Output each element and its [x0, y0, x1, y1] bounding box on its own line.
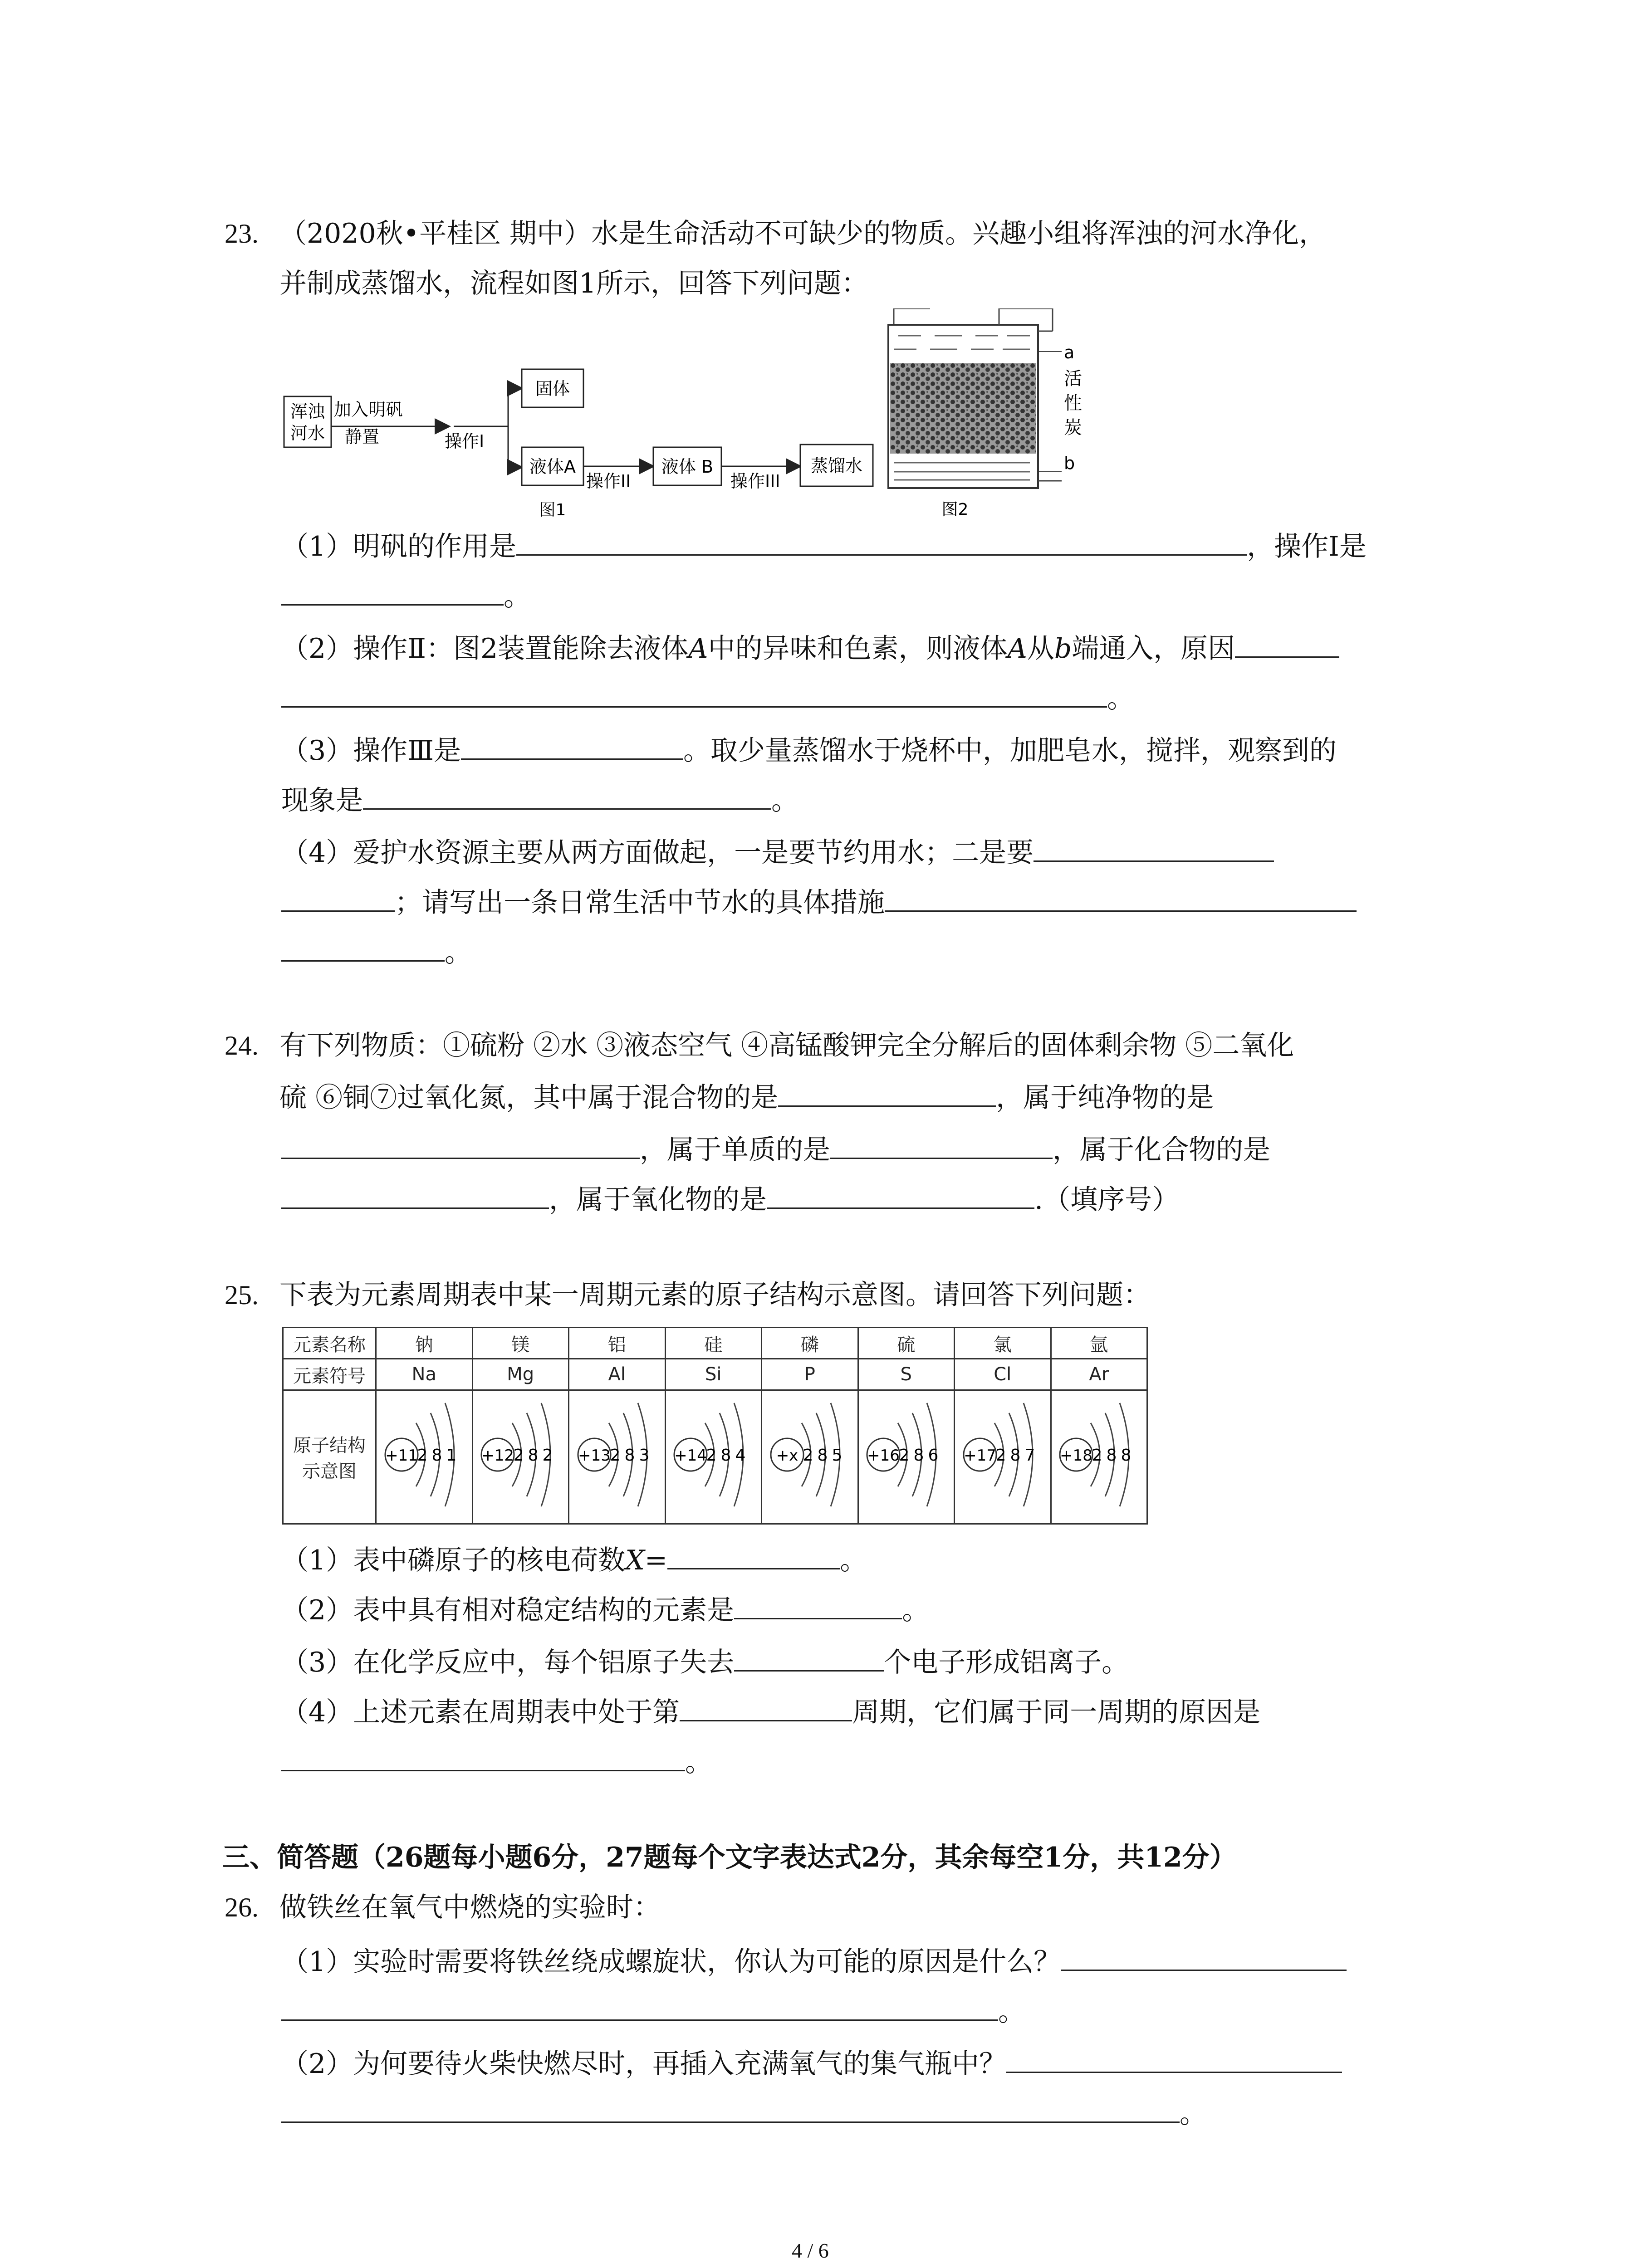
- shell-electron-count: 2: [803, 1446, 813, 1465]
- q23-part2-line2: 。: [281, 678, 1134, 717]
- shell-electron-count: 8: [817, 1446, 828, 1465]
- q25-number: 25.: [225, 1280, 259, 1310]
- q26-part1-line2: 。: [281, 1991, 1025, 2030]
- atom-diagram: [955, 1390, 1051, 1524]
- label-carbon-1: 活: [1064, 368, 1082, 389]
- element-symbol: Ar: [1051, 1359, 1147, 1390]
- q26-number: 26.: [225, 1892, 259, 1922]
- label-carbon-3: 炭: [1064, 417, 1082, 438]
- nucleus-charge: +16: [867, 1447, 900, 1465]
- q23-part3-line1: （3）操作Ⅲ是 。取少量蒸馏水于烧杯中，加肥皂水，搅拌，观察到的: [281, 730, 1337, 769]
- shell-electron-count: 2: [899, 1446, 910, 1465]
- atom-structure-svg: [379, 1391, 470, 1518]
- shell-electron-count: 8: [624, 1446, 635, 1465]
- table-row-structures: [283, 1390, 1147, 1524]
- shell-electron-count: 8: [1121, 1446, 1132, 1465]
- q26-blank-4[interactable]: [281, 2093, 1180, 2123]
- q26-part2-line1: （2）为何要待火柴快燃尽时，再插入充满氧气的集气瓶中？: [281, 2043, 1342, 2082]
- q23-part4-line1: （4）爱护水资源主要从两方面做起，一是要节约用水；二是要: [281, 832, 1274, 871]
- nucleus-charge: +14: [674, 1447, 707, 1465]
- q25-part2: （2）表中具有相对稳定结构的元素是 。: [281, 1590, 929, 1628]
- element-symbol: P: [762, 1359, 858, 1390]
- op2-label: 操作II: [586, 471, 631, 491]
- atom-diagram: [1051, 1390, 1147, 1524]
- atom-diagram: [569, 1390, 666, 1524]
- q23-part4-line3: 。: [281, 932, 472, 971]
- shell-electron-count: 2: [542, 1446, 553, 1465]
- q23-part2-line1: （2）操作Ⅱ：图2装置能除去液体A中的异味和色素，则液体A从b端通入，原因: [281, 628, 1339, 667]
- raw-water-label-1: 浑浊: [290, 401, 325, 421]
- atom-diagram: [665, 1390, 762, 1524]
- q23-part3-line2: 现象是 。: [281, 780, 798, 819]
- nucleus-charge: +13: [578, 1447, 611, 1465]
- element-name: 磷: [762, 1328, 858, 1359]
- atom-diagram: [376, 1390, 473, 1524]
- table-row-names: [283, 1328, 1147, 1359]
- q23-answer-blank-9[interactable]: [885, 882, 1357, 912]
- q23-figure1-flowchart: [281, 358, 880, 531]
- element-symbol: Na: [376, 1359, 473, 1390]
- svg-text:液体 B: 液体 B: [661, 457, 714, 477]
- q23-p1-text-b: ，操作Ⅰ是: [1247, 531, 1367, 562]
- raw-water-box: [284, 396, 331, 447]
- label-b: b: [1064, 453, 1075, 473]
- nucleus-charge: +18: [1060, 1447, 1093, 1465]
- step-settle-label: 静置: [345, 427, 380, 447]
- atom-structure-svg: [475, 1391, 566, 1518]
- element-symbol: Si: [665, 1359, 762, 1390]
- atom-structure-svg: [861, 1391, 951, 1518]
- q23-answer-blank-8[interactable]: [281, 882, 395, 912]
- element-symbol: Al: [569, 1359, 666, 1390]
- q23-answer-blank-6[interactable]: [363, 780, 771, 810]
- table-row-symbols: [283, 1359, 1147, 1390]
- q23-p1-text: （1）明矾的作用是: [281, 531, 517, 562]
- shell-electron-count: 3: [639, 1446, 650, 1465]
- q25-blank-electrons[interactable]: [734, 1642, 884, 1672]
- element-name: 硅: [665, 1328, 762, 1359]
- step-alum-label: 加入明矾: [334, 400, 403, 420]
- q25-blank-charge[interactable]: [667, 1540, 840, 1569]
- q24-line2: 硫 ⑥铜⑦过氧化氮，其中属于混合物的是 ，属于纯净物的是: [279, 1077, 1214, 1116]
- element-symbol: Mg: [472, 1359, 569, 1390]
- shell-electron-count: 8: [913, 1446, 924, 1465]
- nucleus-charge: +11: [385, 1447, 418, 1465]
- q23-answer-blank-10[interactable]: [281, 932, 445, 962]
- q24-number: 24.: [225, 1031, 259, 1061]
- header-element-name: 元素名称: [283, 1328, 376, 1359]
- op3-label: 操作III: [730, 471, 780, 491]
- liquid-a-italic: A: [688, 633, 708, 665]
- q23-answer-blank-1[interactable]: [516, 526, 1247, 556]
- q25-part1: （1）表中磷原子的核电荷数X= 。: [281, 1540, 867, 1579]
- q23-answer-blank-5[interactable]: [461, 730, 683, 760]
- shell-electron-count: 2: [706, 1446, 717, 1465]
- element-name: 硫: [858, 1328, 955, 1359]
- svg-text:蒸馏水: 蒸馏水: [810, 456, 863, 476]
- q23-intro-line1: （2020秋•平桂区 期中）水是生命活动不可缺少的物质。兴趣小组将浑浊的河水净化，: [279, 218, 1327, 249]
- shell-electron-count: 6: [928, 1446, 939, 1465]
- shell-electron-count: 5: [832, 1446, 843, 1465]
- element-name: 氯: [955, 1328, 1051, 1359]
- svg-text:固体: 固体: [535, 379, 570, 399]
- q23-number: 23.: [225, 219, 259, 249]
- liquid-a-box: [522, 447, 583, 485]
- shell-electron-count: 2: [610, 1446, 621, 1465]
- shell-electron-count: 1: [446, 1446, 457, 1465]
- atom-structure-svg: [957, 1391, 1048, 1518]
- label-a: a: [1064, 342, 1075, 362]
- element-name: 镁: [472, 1328, 569, 1359]
- figure1-caption: 图1: [539, 501, 566, 519]
- section3-heading: 三、简答题（26题每小题6分，27题每个文字表达式2分，其余每空1分，共12分）: [222, 1842, 1237, 1873]
- atom-diagram: [762, 1390, 858, 1524]
- q25-intro: 下表为元素周期表中某一周期元素的原子结构示意图。请回答下列问题：: [279, 1279, 1151, 1311]
- periodic-period-table: [282, 1327, 1148, 1525]
- q23-answer-blank-3[interactable]: [1235, 628, 1339, 658]
- q23-part1-line2: 。: [281, 576, 531, 615]
- shell-electron-count: 2: [513, 1446, 524, 1465]
- element-name: 钠: [376, 1328, 473, 1359]
- shell-electron-count: 8: [528, 1446, 539, 1465]
- q23-part1-line1: [281, 526, 1367, 565]
- atom-structure-svg: [668, 1391, 759, 1518]
- shell-electron-count: 2: [417, 1446, 428, 1465]
- activated-carbon-layer: [890, 363, 1036, 454]
- q23-part4-line2: ；请写出一条日常生活中节水的具体措施: [281, 882, 1357, 921]
- liquid-b-box: [653, 447, 721, 485]
- atom-diagram: [472, 1390, 569, 1524]
- shell-electron-count: 2: [995, 1446, 1006, 1465]
- shell-electron-count: 7: [1024, 1446, 1035, 1465]
- q23-answer-blank-7[interactable]: [1034, 832, 1274, 862]
- page-number: 4 / 6: [792, 2239, 829, 2262]
- header-element-symbol: 元素符号: [283, 1359, 376, 1390]
- op1-label: 操作I: [445, 431, 485, 451]
- shell-electron-count: 4: [735, 1446, 746, 1465]
- element-name: 氩: [1051, 1328, 1147, 1359]
- q23-intro-line2: 并制成蒸馏水，流程如图1所示，回答下列问题：: [279, 268, 869, 299]
- q26-part1-line1: （1）实验时需要将铁丝绕成螺旋状，你认为可能的原因是什么？: [281, 1941, 1347, 1980]
- shell-electron-count: 8: [431, 1446, 442, 1465]
- q24-blank-compound[interactable]: [281, 1179, 549, 1209]
- nucleus-charge: +17: [963, 1447, 996, 1465]
- q25-blank-period[interactable]: [680, 1692, 852, 1721]
- q23-answer-blank-2[interactable]: [281, 576, 504, 606]
- q24-line4: ，属于氧化物的是 .（填序号）: [281, 1179, 1179, 1218]
- q26-intro: 做铁丝在氧气中燃烧的实验时：: [279, 1892, 661, 1923]
- atom-structure-svg: [1053, 1391, 1144, 1518]
- nucleus-charge: +x: [776, 1447, 798, 1465]
- atom-structure-svg: [572, 1391, 662, 1518]
- q24-blank-oxide[interactable]: [767, 1179, 1034, 1209]
- q24-line1: 有下列物质：①硫粉 ②水 ③液态空气 ④高锰酸钾完全分解后的固体剩余物 ⑤二氧化: [279, 1030, 1294, 1061]
- q25-blank-stable[interactable]: [734, 1590, 902, 1619]
- q25-blank-reason[interactable]: [281, 1742, 685, 1771]
- q23-figure2-carbon-filter: [880, 308, 1116, 522]
- atom-structure-svg: [764, 1391, 855, 1518]
- q24-blank-mixture[interactable]: [778, 1077, 996, 1107]
- shell-electron-count: 8: [1010, 1446, 1021, 1465]
- q23-answer-blank-4[interactable]: [281, 678, 1107, 708]
- shell-electron-count: 8: [1106, 1446, 1117, 1465]
- label-carbon-2: 性: [1064, 393, 1082, 414]
- raw-water-label-2: 河水: [290, 423, 325, 443]
- q24-blank-element[interactable]: [830, 1129, 1053, 1159]
- q26-part2-line2: 。: [281, 2093, 1207, 2132]
- shell-electron-count: 2: [1092, 1446, 1102, 1465]
- shell-electron-count: 8: [720, 1446, 731, 1465]
- header-atomic-structure: 原子结构 示意图: [283, 1390, 376, 1524]
- solid-box: [522, 369, 583, 407]
- figure2-caption: 图2: [941, 500, 969, 519]
- q24-blank-pure[interactable]: [281, 1129, 640, 1159]
- q26-blank-2[interactable]: [281, 1991, 998, 2021]
- element-symbol: Cl: [955, 1359, 1051, 1390]
- q25-part3: （3）在化学反应中，每个铝原子失去 个电子形成铝离子。: [281, 1642, 1129, 1681]
- svg-text:液体A: 液体A: [529, 457, 576, 477]
- nucleus-charge: +12: [481, 1447, 514, 1465]
- element-name: 铝: [569, 1328, 666, 1359]
- q26-blank-1[interactable]: [1061, 1941, 1347, 1971]
- element-symbol: S: [858, 1359, 955, 1390]
- q25-part4-line1: （4）上述元素在周期表中处于第 周期，它们属于同一周期的原因是: [281, 1692, 1260, 1730]
- q25-part4-line2: 。: [281, 1742, 712, 1780]
- distilled-water-box: [800, 445, 873, 486]
- q26-blank-3[interactable]: [1006, 2043, 1342, 2073]
- q24-line3: ，属于单质的是 ，属于化合物的是: [281, 1129, 1270, 1168]
- atom-diagram: [858, 1390, 955, 1524]
